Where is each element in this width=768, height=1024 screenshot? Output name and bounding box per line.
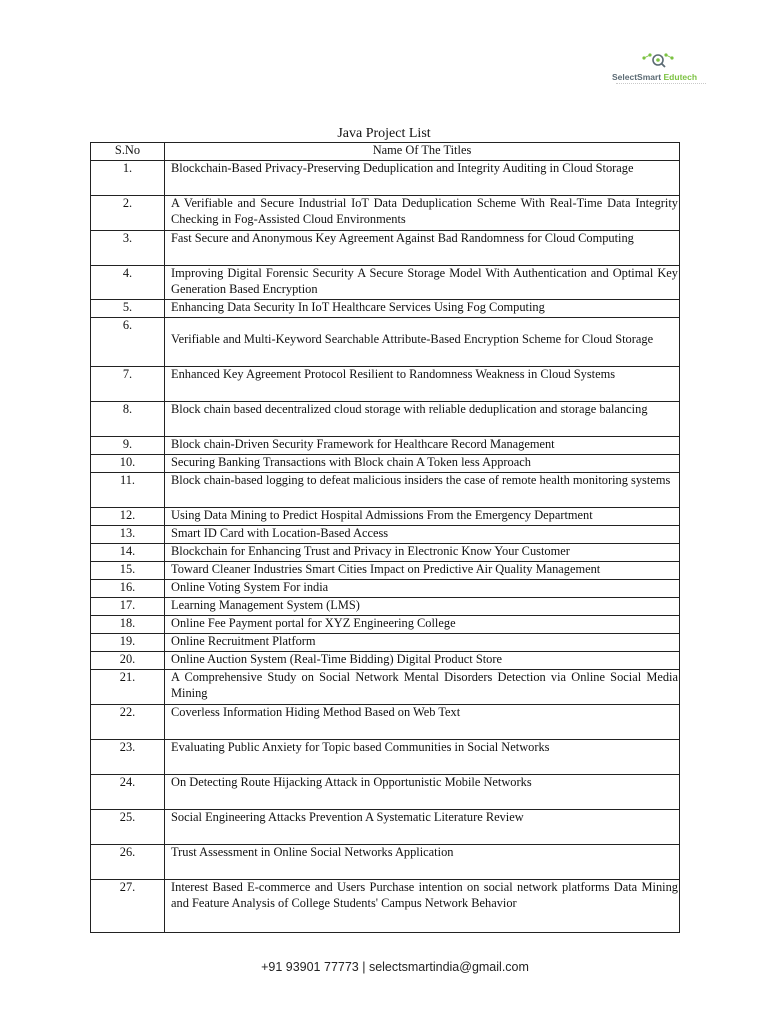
project-title: Enhanced Key Agreement Protocol Resilient to Randomness Weakness in Cloud Systems xyxy=(165,367,680,402)
row-number: 17. xyxy=(91,598,165,616)
row-number: 25. xyxy=(91,810,165,845)
row-number: 26. xyxy=(91,845,165,880)
row-number: 24. xyxy=(91,775,165,810)
row-number: 16. xyxy=(91,580,165,598)
project-title: Online Fee Payment portal for XYZ Engineering College xyxy=(165,616,680,634)
row-number: 13. xyxy=(91,526,165,544)
table-row xyxy=(91,196,680,231)
row-number: 3. xyxy=(91,231,165,266)
logo-tagline xyxy=(616,83,706,86)
row-number: 4. xyxy=(91,266,165,300)
sno-column-header: S.No xyxy=(91,143,165,161)
magnifier-network-icon xyxy=(638,52,678,70)
project-title: Block chain-Driven Security Framework for Healthcare Record Management xyxy=(165,437,680,455)
project-title: Learning Management System (LMS) xyxy=(165,598,680,616)
project-title: Blockchain for Enhancing Trust and Privacy in Electronic Know Your Customer xyxy=(165,544,680,562)
company-logo xyxy=(608,50,708,92)
table-row xyxy=(91,161,680,196)
table-row xyxy=(91,473,680,508)
project-title: Smart ID Card with Location-Based Access xyxy=(165,526,680,544)
row-number: 6. xyxy=(91,318,165,367)
project-title: Using Data Mining to Predict Hospital Admissions From the Emergency Department xyxy=(165,508,680,526)
table-row xyxy=(91,880,680,933)
table-row xyxy=(91,616,680,634)
table-row xyxy=(91,367,680,402)
row-number: 27. xyxy=(91,880,165,933)
row-number: 18. xyxy=(91,616,165,634)
project-title: Interest Based E-commerce and Users Purchase intention on social network platforms Data Mining and Feature Analysis of College Students' Campus Network Behavior xyxy=(165,880,680,933)
title-column-header: Name Of The Titles xyxy=(165,143,680,161)
table-row xyxy=(91,544,680,562)
table-row xyxy=(91,634,680,652)
row-number: 20. xyxy=(91,652,165,670)
logo-wordmark xyxy=(612,72,712,82)
table-row xyxy=(91,810,680,845)
table-row xyxy=(91,402,680,437)
contact-footer: +91 93901 77773 | selectsmartindia@gmail.com xyxy=(261,960,529,974)
row-number: 1. xyxy=(91,161,165,196)
project-title: Online Recruitment Platform xyxy=(165,634,680,652)
table-row xyxy=(91,775,680,810)
logo-brand-second: Edutech xyxy=(663,72,698,82)
row-number: 5. xyxy=(91,300,165,318)
table-row xyxy=(91,740,680,775)
table-row xyxy=(91,670,680,705)
table-row xyxy=(91,318,680,367)
row-number: 11. xyxy=(91,473,165,508)
project-title: A Comprehensive Study on Social Network Mental Disorders Detection via Online Social Media Mining xyxy=(165,670,680,705)
row-number: 23. xyxy=(91,740,165,775)
row-number: 12. xyxy=(91,508,165,526)
table-row xyxy=(91,231,680,266)
project-title: Social Engineering Attacks Prevention A Systematic Literature Review xyxy=(165,810,680,845)
table-row xyxy=(91,437,680,455)
project-title: Fast Secure and Anonymous Key Agreement Against Bad Randomness for Cloud Computing xyxy=(165,231,680,266)
project-title: Block chain based decentralized cloud storage with reliable deduplication and storage balancing xyxy=(165,402,680,437)
row-number: 7. xyxy=(91,367,165,402)
project-title: Securing Banking Transactions with Block chain A Token less Approach xyxy=(165,455,680,473)
table-row xyxy=(91,598,680,616)
project-title: Block chain-based logging to defeat malicious insiders the case of remote health monitoring systems xyxy=(165,473,680,508)
table-row xyxy=(91,580,680,598)
project-title: Trust Assessment in Online Social Networks Application xyxy=(165,845,680,880)
row-number: 14. xyxy=(91,544,165,562)
row-number: 19. xyxy=(91,634,165,652)
project-title: A Verifiable and Secure Industrial IoT Data Deduplication Scheme With Real-Time Data Integrity Checking in Fog-Assisted Cloud Environments xyxy=(165,196,680,231)
project-title: Online Voting System For india xyxy=(165,580,680,598)
project-title: Coverless Information Hiding Method Based on Web Text xyxy=(165,705,680,740)
table-row xyxy=(91,266,680,300)
row-number: 15. xyxy=(91,562,165,580)
table-row xyxy=(91,508,680,526)
logo-brand-first: SelectSmart xyxy=(612,72,662,82)
table-row xyxy=(91,300,680,318)
project-title: Enhancing Data Security In IoT Healthcare Services Using Fog Computing xyxy=(165,300,680,318)
project-title: On Detecting Route Hijacking Attack in Opportunistic Mobile Networks xyxy=(165,775,680,810)
row-number: 2. xyxy=(91,196,165,231)
table-row xyxy=(91,455,680,473)
document-title: Java Project List xyxy=(337,126,431,141)
table-row xyxy=(91,705,680,740)
table-row xyxy=(91,652,680,670)
project-title: Improving Digital Forensic Security A Secure Storage Model With Authentication and Optimal Key Generation Based Encryption xyxy=(165,266,680,300)
row-number: 9. xyxy=(91,437,165,455)
table-row xyxy=(91,845,680,880)
project-title: Blockchain-Based Privacy-Preserving Deduplication and Integrity Auditing in Cloud Storage xyxy=(165,161,680,196)
project-title: Evaluating Public Anxiety for Topic based Communities in Social Networks xyxy=(165,740,680,775)
project-title: Online Auction System (Real-Time Bidding) Digital Product Store xyxy=(165,652,680,670)
row-number: 22. xyxy=(91,705,165,740)
row-number: 21. xyxy=(91,670,165,705)
table-row xyxy=(91,562,680,580)
project-table xyxy=(90,142,680,933)
table-row xyxy=(91,526,680,544)
row-number: 10. xyxy=(91,455,165,473)
project-title: Toward Cleaner Industries Smart Cities Impact on Predictive Air Quality Management xyxy=(165,562,680,580)
table-header-row xyxy=(91,143,680,161)
row-number: 8. xyxy=(91,402,165,437)
project-title: Verifiable and Multi-Keyword Searchable Attribute-Based Encryption Scheme for Cloud Storage xyxy=(165,318,680,367)
